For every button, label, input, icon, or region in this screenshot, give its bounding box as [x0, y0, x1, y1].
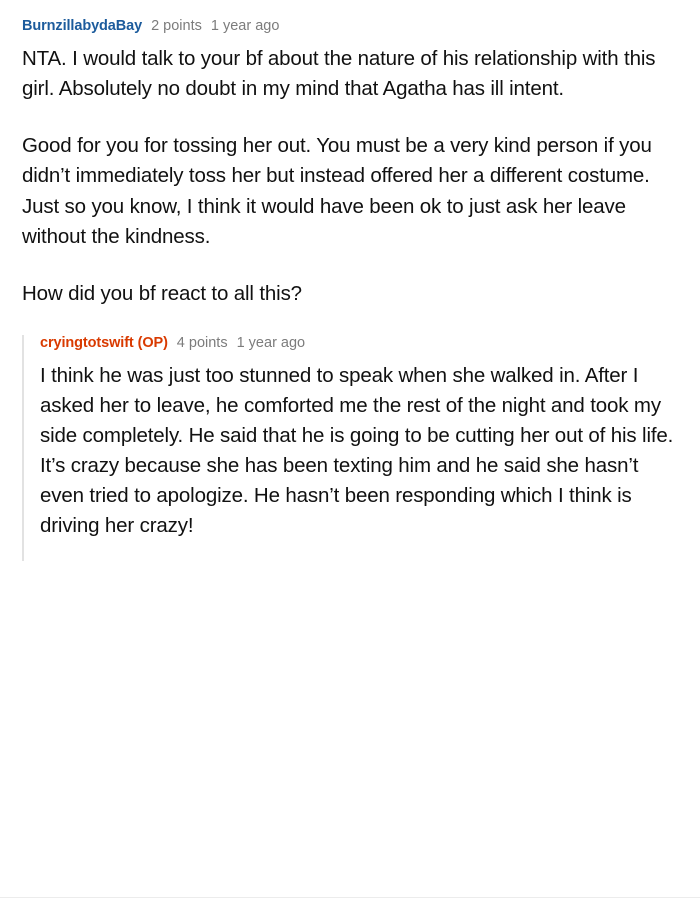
- reply-comment-author[interactable]: cryingtotswift (OP): [40, 334, 168, 351]
- root-comment-timestamp: 1 year ago: [210, 18, 280, 34]
- reply-comment-points: 4 points: [176, 334, 228, 351]
- root-comment-points: 2 points: [151, 18, 202, 34]
- root-comment-author[interactable]: BurnzillabydaBay: [22, 18, 143, 34]
- reply-comment-timestamp: 1 year ago: [236, 334, 306, 351]
- root-comment-body: [22, 44, 678, 309]
- root-comment-paragraph-3: How did you bf react to all this?: [22, 281, 302, 305]
- reply-comment-meta: [40, 335, 678, 351]
- thread-indent-line[interactable]: [22, 335, 24, 561]
- root-comment-paragraph-1: NTA. I would talk to your bf about the nature of his relationship with this girl. Absolutely no doubt in my mind that Agatha has ill intent.: [22, 47, 656, 101]
- reply-comment-paragraph-1: I think he was just too stunned to speak when she walked in. After I asked her to leave, he comforted me the rest of the night and took my side completely. He said that he is going to be cutting her out of his life. It’s crazy because she has been texting him and he said she hasn’t even tried to apologize. He hasn’t been responding which I think is driving her crazy!: [40, 363, 674, 538]
- reply-comment-wrapper: [22, 335, 678, 541]
- root-comment-meta: [22, 18, 678, 34]
- reply-comment-body: [40, 361, 678, 541]
- reply-comment: [40, 335, 678, 541]
- root-comment-paragraph-2: Good for you for tossing her out. You must be a very kind person if you didn’t immediately toss her but instead offered her a different costume. Just so you know, I think it would have been ok to just ask her leave without the kindness.: [22, 134, 652, 248]
